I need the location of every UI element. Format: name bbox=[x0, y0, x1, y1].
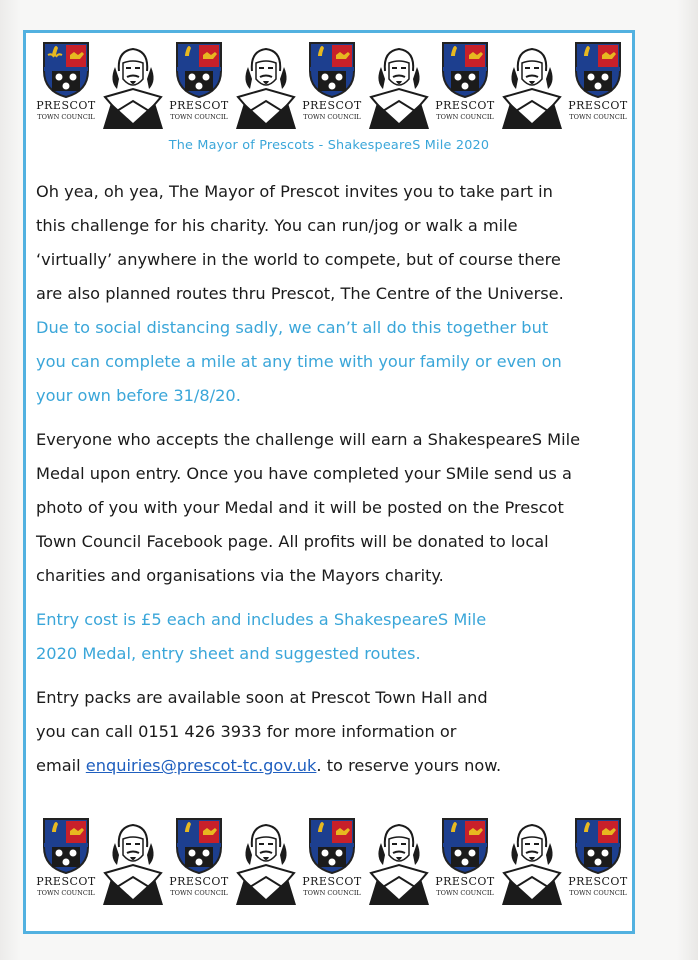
distancing-paragraph bbox=[36, 311, 632, 413]
logo-name: PRESCOT bbox=[169, 99, 229, 112]
logo-name: PRESCOT bbox=[568, 875, 628, 888]
email-line bbox=[36, 756, 501, 775]
flyer-frame bbox=[23, 30, 635, 934]
text-line: charities and organisations via the Mayors charity. bbox=[36, 566, 444, 585]
text-line: are also planned routes thru Prescot, The Centre of the Universe. bbox=[36, 284, 564, 303]
logo-subname: TOWN COUNCIL bbox=[303, 113, 361, 121]
text-line: Town Council Facebook page. All profits will be donated to local bbox=[36, 532, 549, 551]
logo-subname: TOWN COUNCIL bbox=[170, 113, 228, 121]
prescot-town-council-crest-icon bbox=[34, 817, 98, 875]
flyer-title: The Mayor of Prescots - ShakespeareS Mile 2020 bbox=[168, 138, 490, 153]
logo-subname: TOWN COUNCIL bbox=[170, 889, 228, 897]
council-logo bbox=[300, 817, 364, 907]
council-logo bbox=[566, 817, 630, 907]
prescot-town-council-crest-icon bbox=[300, 41, 364, 99]
shakespeare-portrait-icon bbox=[498, 817, 566, 907]
logo-subname: TOWN COUNCIL bbox=[436, 889, 494, 897]
text-line: Oh yea, oh yea, The Mayor of Prescot invites you to take part in bbox=[36, 182, 553, 201]
contact-paragraph bbox=[36, 681, 632, 783]
council-logo bbox=[300, 41, 364, 131]
text-line: you can call 0151 426 3933 for more information or bbox=[36, 722, 457, 741]
logo-name: PRESCOT bbox=[36, 875, 96, 888]
logo-subname: TOWN COUNCIL bbox=[569, 113, 627, 121]
medal-paragraph bbox=[36, 423, 632, 593]
bottom-banner bbox=[34, 817, 630, 907]
shakespeare-portrait-icon bbox=[99, 817, 167, 907]
logo-name: PRESCOT bbox=[435, 875, 495, 888]
logo-name: PRESCOT bbox=[568, 99, 628, 112]
email-prefix: email bbox=[36, 756, 86, 775]
prescot-town-council-crest-icon bbox=[300, 817, 364, 875]
email-link[interactable]: enquiries@prescot-tc.gov.uk bbox=[85, 756, 317, 775]
council-logo bbox=[433, 817, 497, 907]
prescot-town-council-crest-icon bbox=[167, 817, 231, 875]
text-line: 2020 Medal, entry sheet and suggested routes. bbox=[36, 644, 421, 663]
top-banner bbox=[34, 41, 630, 131]
logo-subname: TOWN COUNCIL bbox=[569, 889, 627, 897]
text-line: Entry packs are available soon at Prescot Town Hall and bbox=[36, 688, 488, 707]
shakespeare-portrait-icon bbox=[232, 817, 300, 907]
logo-name: PRESCOT bbox=[169, 875, 229, 888]
text-line: Everyone who accepts the challenge will earn a ShakespeareS Mile bbox=[36, 430, 581, 449]
text-line: this challenge for his charity. You can run/jog or walk a mile bbox=[36, 216, 518, 235]
text-line: Due to social distancing sadly, we can’t all do this together but bbox=[36, 318, 549, 337]
shakespeare-portrait-icon bbox=[232, 41, 300, 131]
email-suffix: . to reserve yours now. bbox=[316, 756, 502, 775]
text-line: Medal upon entry. Once you have completed your SMile send us a bbox=[36, 464, 572, 483]
text-line: you can complete a mile at any time with your family or even on bbox=[36, 352, 562, 371]
shakespeare-portrait-icon bbox=[498, 41, 566, 131]
logo-name: PRESCOT bbox=[435, 99, 495, 112]
prescot-town-council-crest-icon bbox=[34, 41, 98, 99]
text-line: Entry cost is £5 each and includes a ShakespeareS Mile bbox=[36, 610, 487, 629]
intro-paragraph bbox=[36, 175, 632, 311]
shakespeare-portrait-icon bbox=[99, 41, 167, 131]
logo-subname: TOWN COUNCIL bbox=[303, 889, 361, 897]
prescot-town-council-crest-icon bbox=[433, 817, 497, 875]
prescot-town-council-crest-icon bbox=[566, 41, 630, 99]
text-line: your own before 31/8/20. bbox=[36, 386, 241, 405]
council-logo bbox=[167, 817, 231, 907]
entry-cost-paragraph bbox=[36, 603, 632, 671]
prescot-town-council-crest-icon bbox=[433, 41, 497, 99]
council-logo bbox=[34, 41, 98, 131]
text-line: photo of you with your Medal and it will be posted on the Prescot bbox=[36, 498, 564, 517]
prescot-town-council-crest-icon bbox=[167, 41, 231, 99]
logo-name: PRESCOT bbox=[36, 99, 96, 112]
council-logo bbox=[34, 817, 98, 907]
council-logo bbox=[433, 41, 497, 131]
prescot-town-council-crest-icon bbox=[566, 817, 630, 875]
text-line: ‘virtually’ anywhere in the world to compete, but of course there bbox=[36, 250, 561, 269]
council-logo bbox=[167, 41, 231, 131]
shakespeare-portrait-icon bbox=[365, 817, 433, 907]
shakespeare-portrait-icon bbox=[365, 41, 433, 131]
council-logo bbox=[566, 41, 630, 131]
logo-subname: TOWN COUNCIL bbox=[436, 113, 494, 121]
logo-name: PRESCOT bbox=[302, 875, 362, 888]
logo-subname: TOWN COUNCIL bbox=[37, 889, 95, 897]
logo-name: PRESCOT bbox=[302, 99, 362, 112]
logo-subname: TOWN COUNCIL bbox=[37, 113, 95, 121]
flyer-body bbox=[36, 175, 632, 783]
